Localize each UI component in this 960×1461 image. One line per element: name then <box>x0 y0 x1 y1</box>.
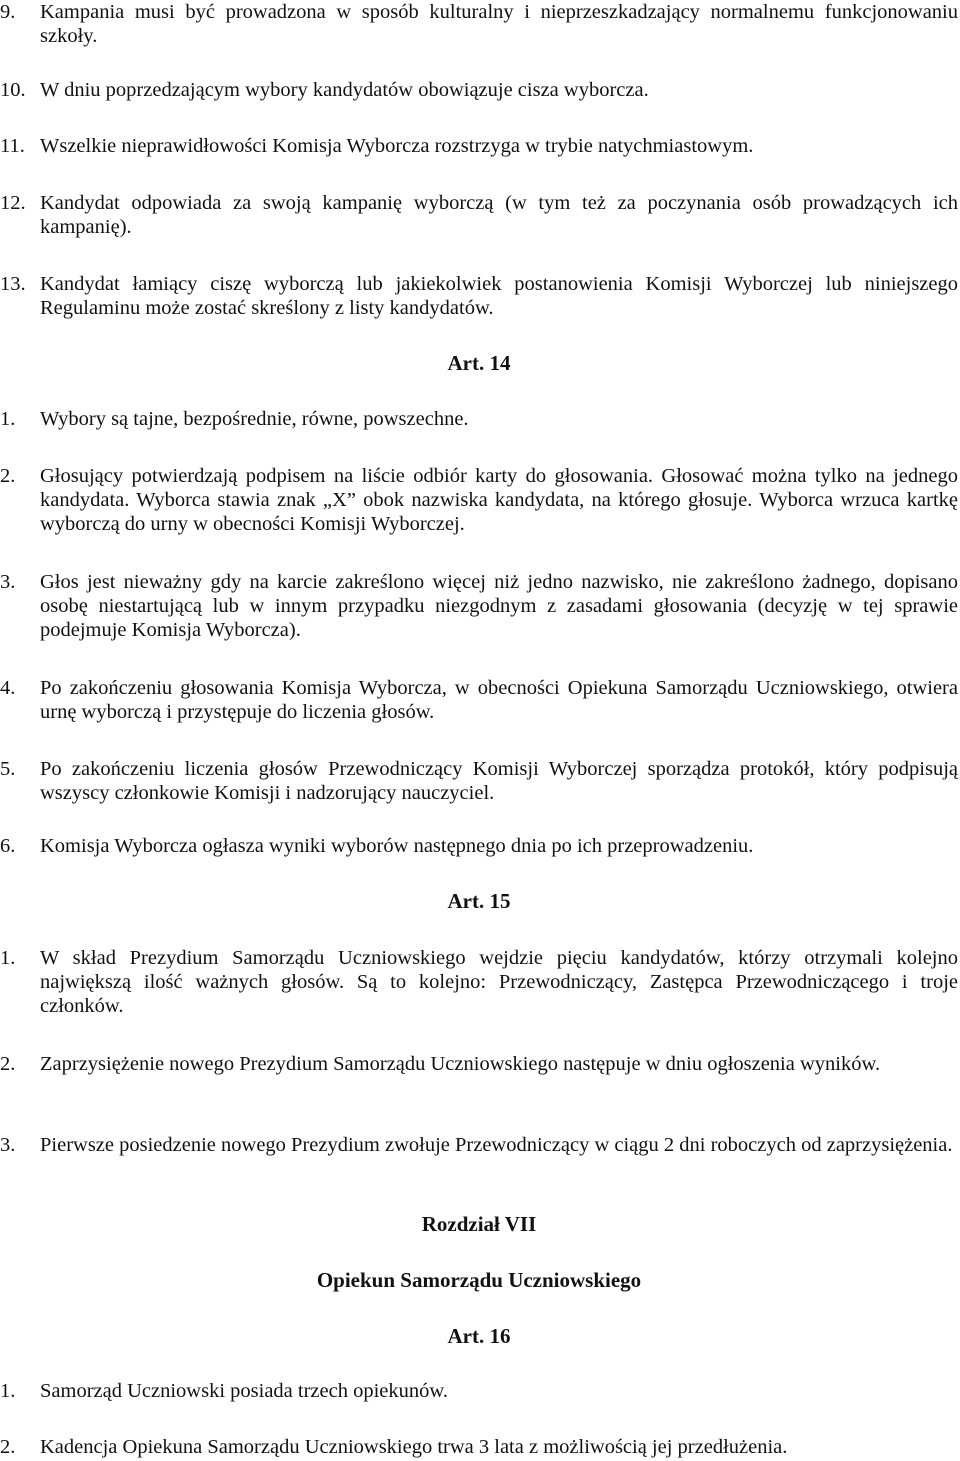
item-number: 2. <box>0 465 16 487</box>
item-text: Kadencja Opiekuna Samorządu Uczniowskiego trwa 3 lata z możliwością jej przedłużenia. <box>40 1436 788 1458</box>
chapter-title: Rozdział VII <box>421 1212 537 1236</box>
item-number: 11. <box>0 135 25 157</box>
item-text: W dniu poprzedzającym wybory kandydatów obowiązuje cisza wyborcza. <box>40 79 649 101</box>
item-text: Kandydat odpowiada za swoją kampanię wyborczą (w tym też za poczynania osób prowadzących ich kampanię). <box>40 192 958 238</box>
article-heading: Art. 16 <box>447 1324 511 1348</box>
item-number: 6. <box>0 835 16 857</box>
item-number: 12. <box>0 192 26 214</box>
item-text: Pierwsze posiedzenie nowego Prezydium zwołuje Przewodniczący w ciągu 2 dni roboczych od zaprzysiężenia. <box>40 1134 953 1156</box>
item-number: 2. <box>0 1053 16 1075</box>
item-number: 9. <box>0 1 16 23</box>
list-item <box>0 1379 958 1403</box>
item-text: Po zakończeniu głosowania Komisja Wyborcza, w obecności Opiekuna Samorządu Uczniowskiego, otwiera urnę wyborczą i przystępuje do liczenia głosów. <box>40 677 958 723</box>
list-item <box>0 134 958 158</box>
item-text: Zaprzysiężenie nowego Prezydium Samorządu Uczniowskiego następuje w dniu ogłoszenia wyników. <box>40 1053 881 1075</box>
item-number: 3. <box>0 571 16 593</box>
item-text: W skład Prezydium Samorządu Uczniowskiego wejdzie pięciu kandydatów, którzy otrzymali kolejno największą ilość ważnych głosów. Są to kolejno: Przewodniczący, Zastępca Przewodniczącego i troje członków. <box>40 947 958 1017</box>
list-item <box>0 676 958 724</box>
item-number: 10. <box>0 79 26 101</box>
list-item <box>0 191 958 239</box>
list-item <box>0 757 958 805</box>
item-number: 1. <box>0 947 16 969</box>
list-item <box>0 78 958 102</box>
list-item <box>0 1052 958 1076</box>
list-item <box>0 1133 958 1157</box>
list-item <box>0 570 958 642</box>
item-text: Kampania musi być prowadzona w sposób kulturalny i nieprzeszkadzający normalnemu funkcjonowaniu szkoły. <box>40 1 958 47</box>
list-item <box>0 946 958 1018</box>
item-text: Samorząd Uczniowski posiada trzech opiekunów. <box>40 1380 448 1402</box>
list-item <box>0 0 958 48</box>
list-item <box>0 834 958 858</box>
list-item <box>0 407 958 431</box>
item-text: Wybory są tajne, bezpośrednie, równe, powszechne. <box>40 408 469 430</box>
item-number: 3. <box>0 1134 16 1156</box>
item-number: 5. <box>0 758 16 780</box>
item-number: 1. <box>0 408 16 430</box>
item-number: 13. <box>0 273 26 295</box>
article-heading: Art. 15 <box>447 889 511 913</box>
item-number: 1. <box>0 1380 16 1402</box>
item-text: Wszelkie nieprawidłowości Komisja Wyborcza rozstrzyga w trybie natychmiastowym. <box>40 135 754 157</box>
list-item <box>0 464 958 536</box>
item-number: 4. <box>0 677 16 699</box>
item-text: Głosujący potwierdzają podpisem na liście odbiór karty do głosowania. Głosować można tylko na jednego kandydata. Wyborca stawia znak „X” obok nazwiska kandydata, na którego głosuje. Wyborca wrzuca kartkę wyborczą do urny w obecności Komisji Wyborczej. <box>40 465 958 535</box>
article-heading: Art. 14 <box>447 351 511 375</box>
item-text: Komisja Wyborcza ogłasza wyniki wyborów następnego dnia po ich przeprowadzeniu. <box>40 835 754 857</box>
chapter-subtitle: Opiekun Samorządu Uczniowskiego <box>316 1268 642 1292</box>
item-text: Po zakończeniu liczenia głosów Przewodniczący Komisji Wyborczej sporządza protokół, który podpisują wszyscy członkowie Komisji i nadzorujący nauczyciel. <box>40 758 958 804</box>
list-item <box>0 1435 958 1459</box>
list-item <box>0 272 958 320</box>
item-number: 2. <box>0 1436 16 1458</box>
item-text: Głos jest nieważny gdy na karcie zakreślono więcej niż jedno nazwisko, nie zakreślono żadnego, dopisano osobę niestartującą lub w innym przypadku niezgodnym z zasadami głosowania (decyzję w tej sprawie podejmuje Komisja Wyborcza). <box>40 571 958 641</box>
item-text: Kandydat łamiący ciszę wyborczą lub jakiekolwiek postanowienia Komisji Wyborczej lub niniejszego Regulaminu może zostać skreślony z listy kandydatów. <box>40 273 958 319</box>
